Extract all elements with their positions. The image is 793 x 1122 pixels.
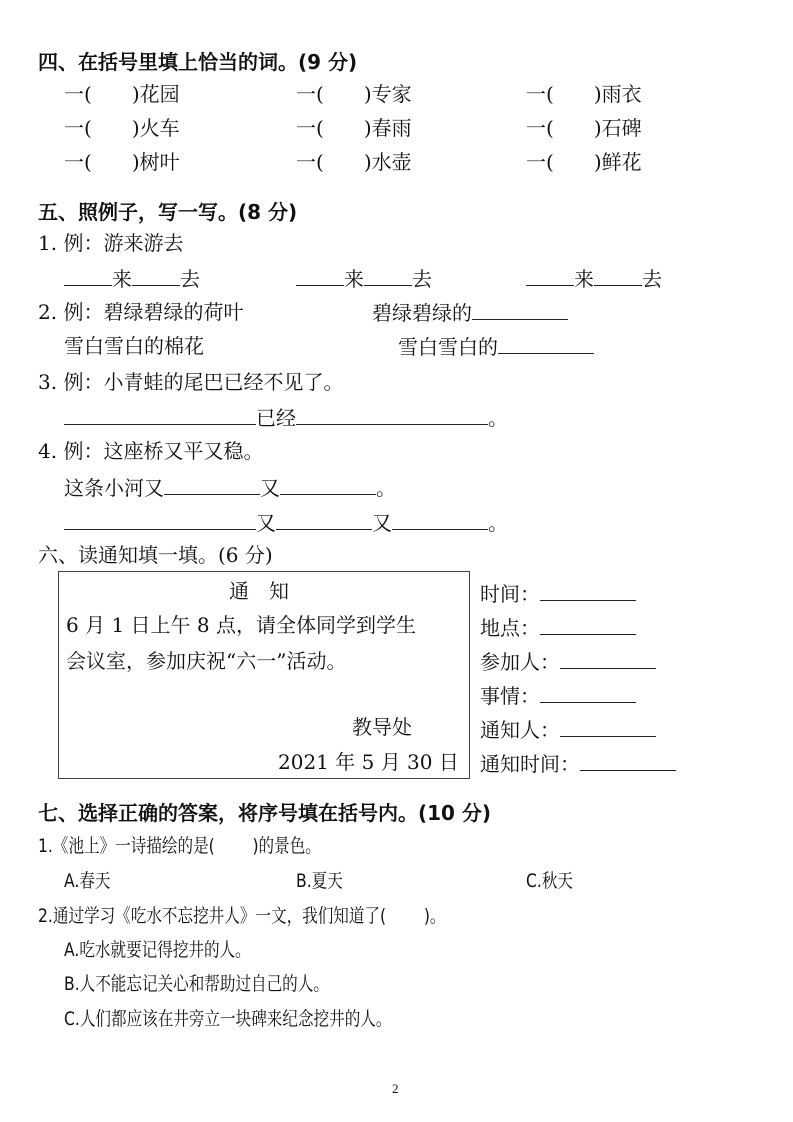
blank[interactable] <box>164 474 260 495</box>
q4-answer-2: 又 又 。 <box>64 509 508 536</box>
section7-title: 七、选择正确的答案，将序号填在括号内。(10 分) <box>38 801 492 825</box>
blank[interactable] <box>526 265 574 286</box>
fill-item: 一( )鲜花 <box>526 150 642 174</box>
fill-item: 一( )春雨 <box>296 116 412 140</box>
section6-title: 六、读通知填一填。(6 分) <box>38 543 273 567</box>
s7-q1-option-b: B.夏天 <box>296 870 343 892</box>
q2-answer-2: 雪白雪白的 <box>398 333 594 360</box>
notice-heading: 通 知 <box>229 579 289 603</box>
s7-q2-stem: 2.通过学习《吃水不忘挖井人》一文，我们知道了( )。 <box>38 905 446 927</box>
blank[interactable] <box>64 404 256 425</box>
blank[interactable] <box>296 404 488 425</box>
notice-line-1: 6 月 1 日上午 8 点，请全体同学到学生 <box>66 613 416 637</box>
fill-item: 一( )石碑 <box>526 116 642 140</box>
fill-item: 一( )水壶 <box>296 150 412 174</box>
fill-item: 一( )树叶 <box>64 150 180 174</box>
blank[interactable] <box>580 750 676 771</box>
blank[interactable] <box>594 265 642 286</box>
blank[interactable] <box>64 265 112 286</box>
blank[interactable] <box>498 333 594 354</box>
q1-answer-1: 来 去 <box>64 265 200 292</box>
fill-item: 一( )雨衣 <box>526 82 642 106</box>
blank[interactable] <box>560 648 656 669</box>
field-time: 时间： <box>480 580 636 607</box>
section5-title: 五、照例子，写一写。(8 分) <box>38 200 298 224</box>
q1-example: 1. 例：游来游去 <box>38 231 184 255</box>
blank[interactable] <box>540 580 636 601</box>
fill-item: 一( )专家 <box>296 82 412 106</box>
q2-example: 2. 例：碧绿碧绿的荷叶 <box>38 300 244 324</box>
field-matter: 事情： <box>480 682 636 709</box>
blank[interactable] <box>540 614 636 635</box>
blank[interactable] <box>132 265 180 286</box>
q3-example: 3. 例：小青蛙的尾巴已经不见了。 <box>38 370 344 394</box>
blank[interactable] <box>64 509 256 530</box>
fill-item: 一( )花园 <box>64 82 180 106</box>
s7-q2-option-a: A.吃水就要记得挖井的人。 <box>64 939 251 961</box>
notice-date: 2021 年 5 月 30 日 <box>278 750 459 774</box>
q1-answer-3: 来 去 <box>526 265 662 292</box>
s7-q1-stem: 1.《池上》一诗描绘的是( )的景色。 <box>38 835 321 857</box>
blank[interactable] <box>296 265 344 286</box>
field-place: 地点： <box>480 614 636 641</box>
s7-q1-option-c: C.秋天 <box>526 870 573 892</box>
blank[interactable] <box>540 682 636 703</box>
q2-example-2: 雪白雪白的棉花 <box>64 334 204 358</box>
section4-title: 四、在括号里填上恰当的词。(9 分) <box>38 50 358 74</box>
blank[interactable] <box>280 474 376 495</box>
blank[interactable] <box>472 299 568 320</box>
s7-q2-option-c: C.人们都应该在井旁立一块碑来纪念挖井的人。 <box>64 1008 392 1030</box>
blank[interactable] <box>364 265 412 286</box>
s7-q2-option-b: B.人不能忘记关心和帮助过自己的人。 <box>64 973 329 995</box>
s7-q1-option-a: A.春天 <box>64 870 111 892</box>
q2-answer-1: 碧绿碧绿的 <box>372 299 568 326</box>
field-participants: 参加人： <box>480 648 656 675</box>
fill-item: 一( )火车 <box>64 116 180 140</box>
q4-answer-1: 这条小河又 又 。 <box>64 476 396 500</box>
field-notice-time: 通知时间： <box>480 750 676 777</box>
page-number: 2 <box>392 1081 399 1096</box>
blank[interactable] <box>392 509 488 530</box>
q1-answer-2: 来 去 <box>296 265 432 292</box>
blank[interactable] <box>560 716 656 737</box>
q4-example: 4. 例：这座桥又平又稳。 <box>38 439 264 463</box>
notice-line-2: 会议室，参加庆祝“六一”活动。 <box>66 649 347 673</box>
blank[interactable] <box>276 509 372 530</box>
field-notifier: 通知人： <box>480 716 656 743</box>
notice-signer: 教导处 <box>352 715 412 739</box>
q3-answer: 已经 。 <box>64 404 508 431</box>
